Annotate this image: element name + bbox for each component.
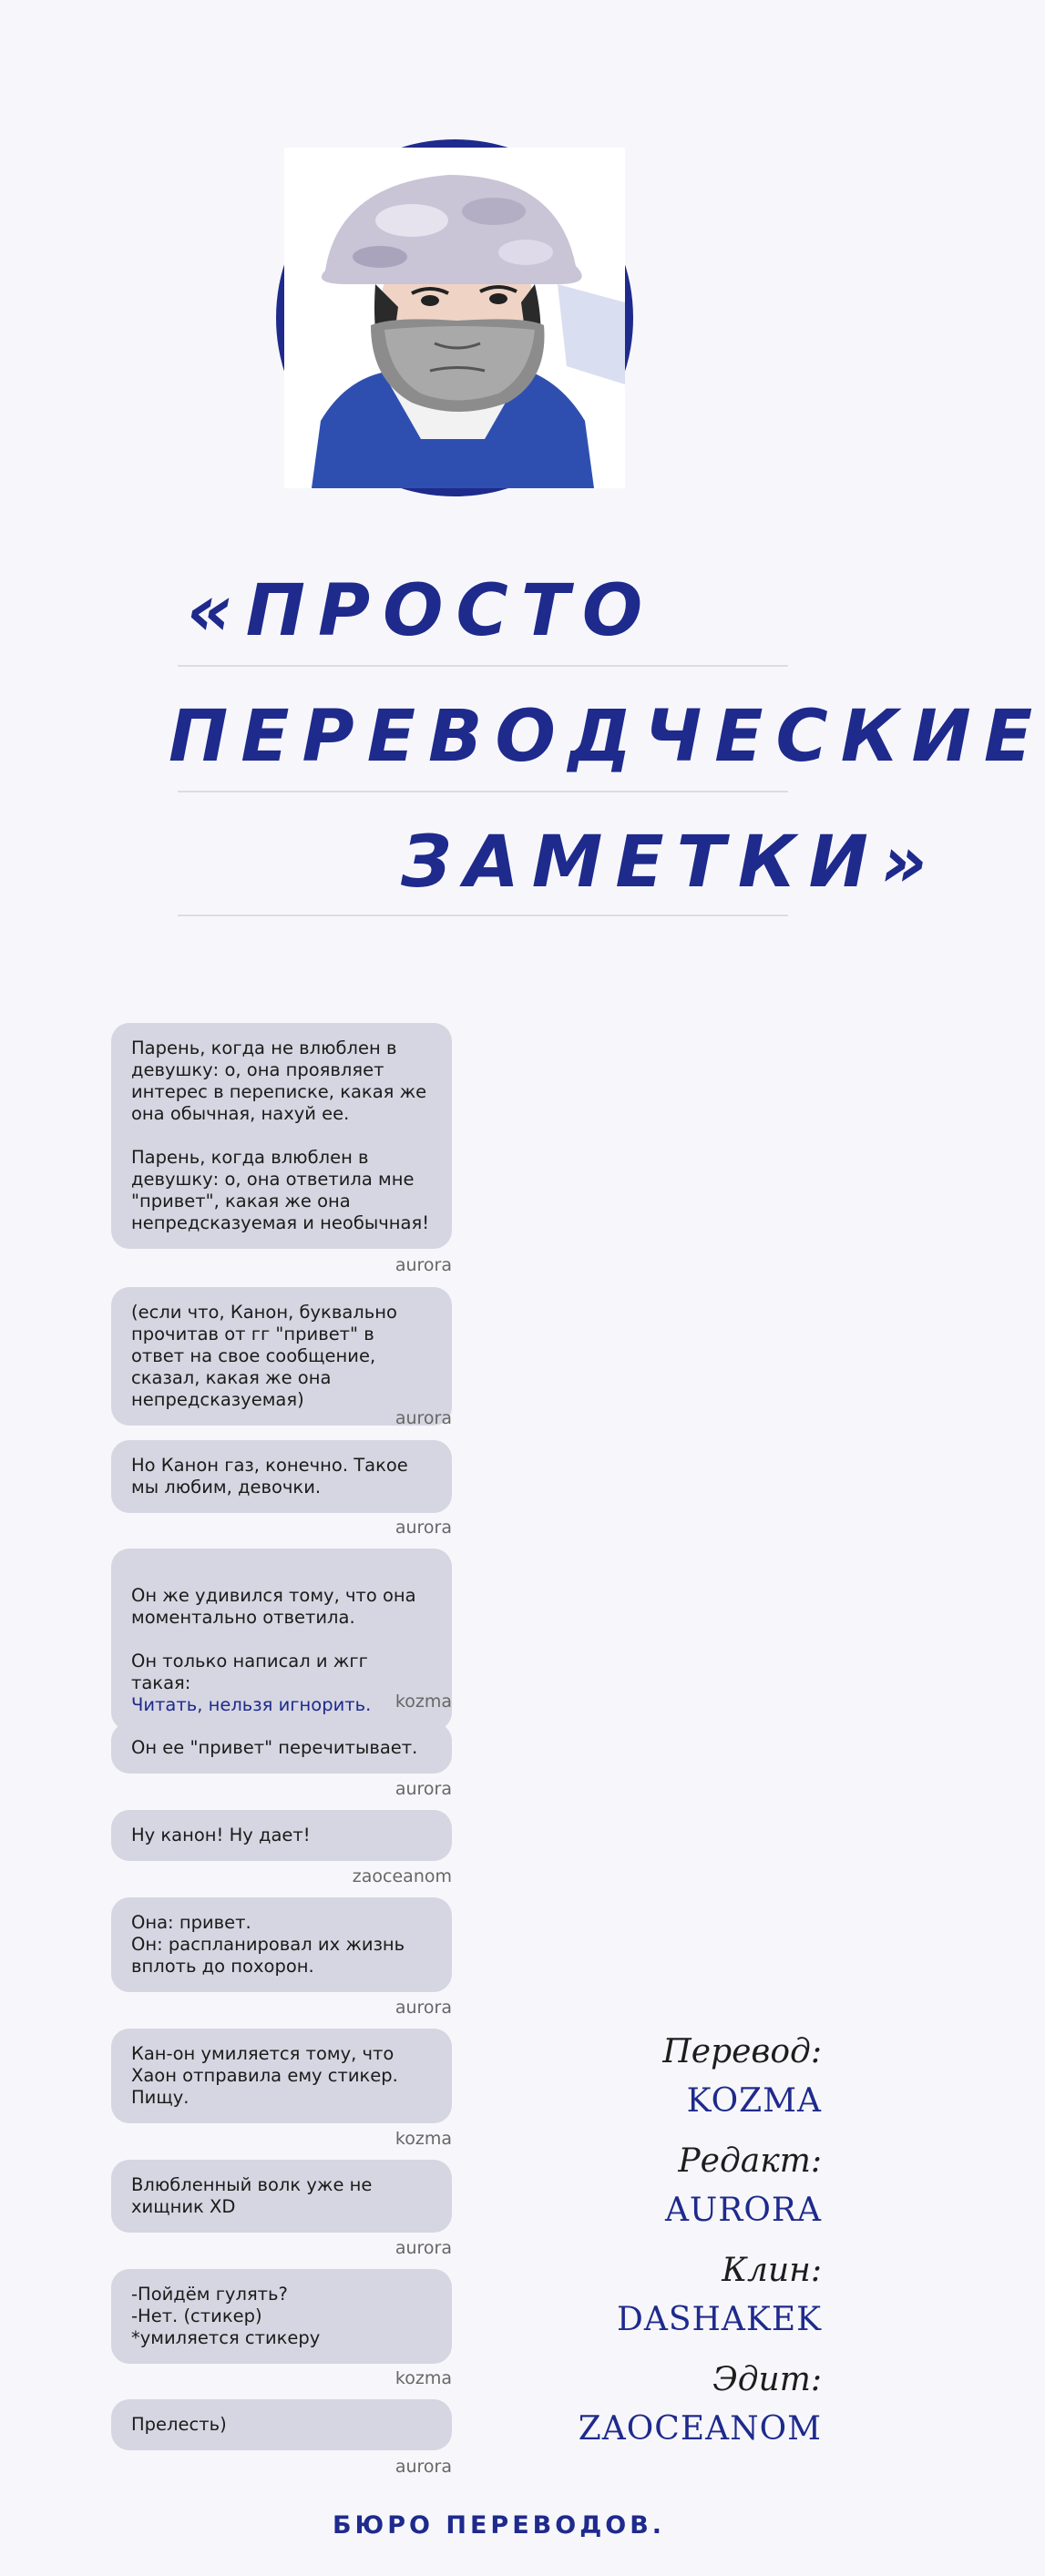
message-bubble: Она: привет. Он: распланировал их жизнь вплоть до похорон. (111, 1897, 452, 1992)
footer-signature: БЮРО ПЕРЕВОДОВ. (332, 2511, 666, 2540)
message-text: Он же удивился тому, что она моментально ответила. Он только написал и жгг такая: (131, 1585, 416, 1693)
credit-label-cleaning: Клин: (722, 2252, 822, 2289)
credit-name-editing: AURORA (664, 2192, 822, 2229)
title-line-3: ЗАМЕТКИ» (401, 822, 940, 904)
credit-name-translation: KOZMA (686, 2082, 822, 2120)
credit-label-translation: Перевод: (662, 2033, 822, 2070)
message-author: aurora (394, 2238, 452, 2258)
credit-label-editing: Редакт: (678, 2142, 822, 2180)
message-bubble: Парень, когда не влюблен в девушку: о, она проявляет интерес в переписке, какая же она обычная, нахуй ее. Парень, когда влюблен в девушку: о, она ответила мне "привет", какая же она непредсказуемая и необычная! (111, 1023, 452, 1249)
message-author: kozma (394, 1692, 452, 1712)
message-bubble: Влюбленный волк уже не хищник XD (111, 2160, 452, 2233)
message-author: aurora (394, 1255, 452, 1275)
title-line-1: «ПРОСТО (187, 570, 656, 652)
title-divider (178, 665, 788, 667)
masked-person-avatar-icon (276, 139, 633, 496)
credit-name-cleaning: DASHAKEK (617, 2301, 822, 2338)
message-author: aurora (394, 2457, 452, 2477)
credit-label-edit: Эдит: (712, 2361, 822, 2398)
message-author: aurora (394, 1998, 452, 2018)
message-author: zaoceanom (352, 1866, 452, 1886)
message-author: aurora (394, 1408, 452, 1428)
message-bubble: Он ее "привет" перечитывает. (111, 1722, 452, 1774)
message-bubble: Прелесть) (111, 2399, 452, 2450)
message-bubble: Но Канон газ, конечно. Такое мы любим, девочки. (111, 1440, 452, 1513)
avatar-illustration (284, 148, 625, 488)
message-bubble: -Пойдём гулять? -Нет. (стикер) *умиляется стикеру (111, 2269, 452, 2364)
title-line-2: ПЕРЕВОДЧЕСКИЕ (169, 696, 1045, 778)
message-author: kozma (394, 2129, 452, 2149)
message-bubble: (если что, Канон, буквально прочитав от гг "привет" в ответ на свое сообщение, сказал, какая же она непредсказуемая) (111, 1287, 452, 1426)
title-divider (178, 791, 788, 792)
message-author: aurora (394, 1518, 452, 1538)
message-bubble: Ну канон! Ну дает! (111, 1810, 452, 1861)
message-bubble: Кан-он умиляется тому, что Хаон отправила ему стикер. Пищу. (111, 2029, 452, 2123)
credit-name-edit: ZAOCEANOM (578, 2410, 822, 2448)
message-author: kozma (394, 2368, 452, 2388)
title-divider (178, 915, 788, 916)
message-author: aurora (394, 1779, 452, 1799)
message-link[interactable]: Читать, нельзя игнорить. (131, 1694, 372, 1715)
